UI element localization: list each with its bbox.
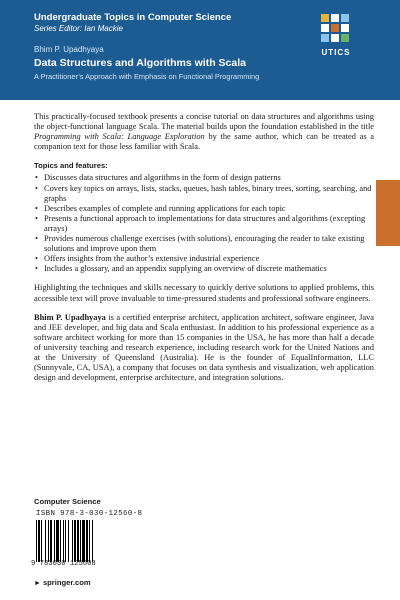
back-cover-text — [34, 112, 374, 392]
bio-text: is a certified enterprise architect, application architect, software engineer, Java and JEE developer, and big data and Scala enthusiast. In addition to his professional experience as a software architect working for more than 15 companies in the USA, he has more than half a decade of university teaching and research experience, including research work for the United Nations and at the University of Queensland (Australia). He is the founder of EqualInformation, LLC (Sunnyvale, CA, USA), a company that focuses on data synthesis and visualization, web application design and development, enterprise architecture, and integration solutions. — [34, 312, 374, 383]
intro-paragraph — [34, 112, 374, 152]
author-name: Bhim P. Upadhyaya — [34, 45, 104, 54]
barcode-bar — [60, 520, 61, 562]
barcode-bar — [54, 520, 55, 562]
barcode-bar — [50, 520, 52, 562]
barcode-bar — [41, 520, 42, 562]
barcode-bar — [89, 520, 90, 562]
topics-list — [34, 173, 374, 274]
barcode-bar — [68, 520, 69, 562]
utics-logo — [314, 14, 358, 62]
book-subtitle: A Practitioner’s Approach with Emphasis on Functional Programming — [34, 72, 260, 81]
intro-lead: This practically-focused textbook presents a concise tutorial on data structures and algorithms using the object-functional language Scala. The material builds upon the foundation established in the title — [34, 112, 374, 132]
series-editor: Series Editor: Ian Mackie — [34, 24, 123, 33]
barcode-bar — [48, 520, 49, 562]
barcode-bar — [36, 520, 37, 562]
barcode-bar — [82, 520, 85, 562]
cubes-icon — [321, 14, 351, 46]
author-bio — [34, 313, 374, 384]
barcode-bar — [77, 520, 79, 562]
topics-heading: Topics and features: — [34, 161, 108, 171]
book-title: Data Structures and Algorithms with Scala — [34, 57, 246, 69]
accent-stripe — [376, 180, 400, 246]
barcode-digits: 9 783030 125608 — [31, 560, 96, 568]
intro-tail: by the same author, which can be treated as a companion text for those less familiar with Scala. — [34, 132, 374, 152]
barcode-bar — [80, 520, 81, 562]
barcode-bar — [63, 520, 64, 562]
barcode-bar — [74, 520, 76, 562]
bio-name: Bhim P. Upadhyaya — [34, 312, 106, 322]
topic-item: • Offers insights from the author’s extensive industrial experience — [34, 254, 374, 264]
topic-item: • Discusses data structures and algorithms in the form of design patterns — [34, 173, 374, 183]
barcode-bar — [92, 520, 93, 562]
subject-category: Computer Science — [34, 497, 101, 506]
topic-item: • Includes a glossary, and an appendix supplying an overview of discrete mathematics — [34, 264, 374, 274]
highlight-paragraph: Highlighting the techniques and skills necessary to quickly derive solutions to applied problems, this accessible text will prove invaluable to time-pressured students and professional software engineers. — [34, 283, 374, 303]
companion-title: Programming with Scala: Language Exploration — [34, 132, 205, 142]
topic-item: • Covers key topics on arrays, lists, stacks, queues, hash tables, binary trees, sorting, searching, and graphs — [34, 184, 374, 204]
series-title: Undergraduate Topics in Computer Science — [34, 12, 232, 23]
topic-item: • Presents a functional approach to implementations for data structures and algorithms (excepting arrays) — [34, 214, 374, 234]
isbn-text: ISBN 978-3-030-12560-8 — [36, 510, 143, 518]
publisher-link[interactable] — [34, 578, 91, 587]
logo-text: UTICS — [321, 48, 351, 57]
barcode-bar — [56, 520, 59, 562]
barcode — [34, 520, 122, 562]
publisher-url: springer.com — [42, 578, 91, 587]
topic-item: • Provides numerous challenge exercises (with solutions), encouraging the reader to take existing solutions and improve upon them — [34, 234, 374, 254]
barcode-bar — [86, 520, 88, 562]
barcode-bar — [65, 520, 66, 562]
barcode-bar — [38, 520, 40, 562]
barcode-bar — [72, 520, 73, 562]
barcode-bar — [45, 520, 46, 562]
arrow-icon: ► — [34, 580, 41, 587]
topic-item: • Describes examples of complete and running applications for each topic — [34, 204, 374, 214]
header-band — [0, 0, 400, 100]
